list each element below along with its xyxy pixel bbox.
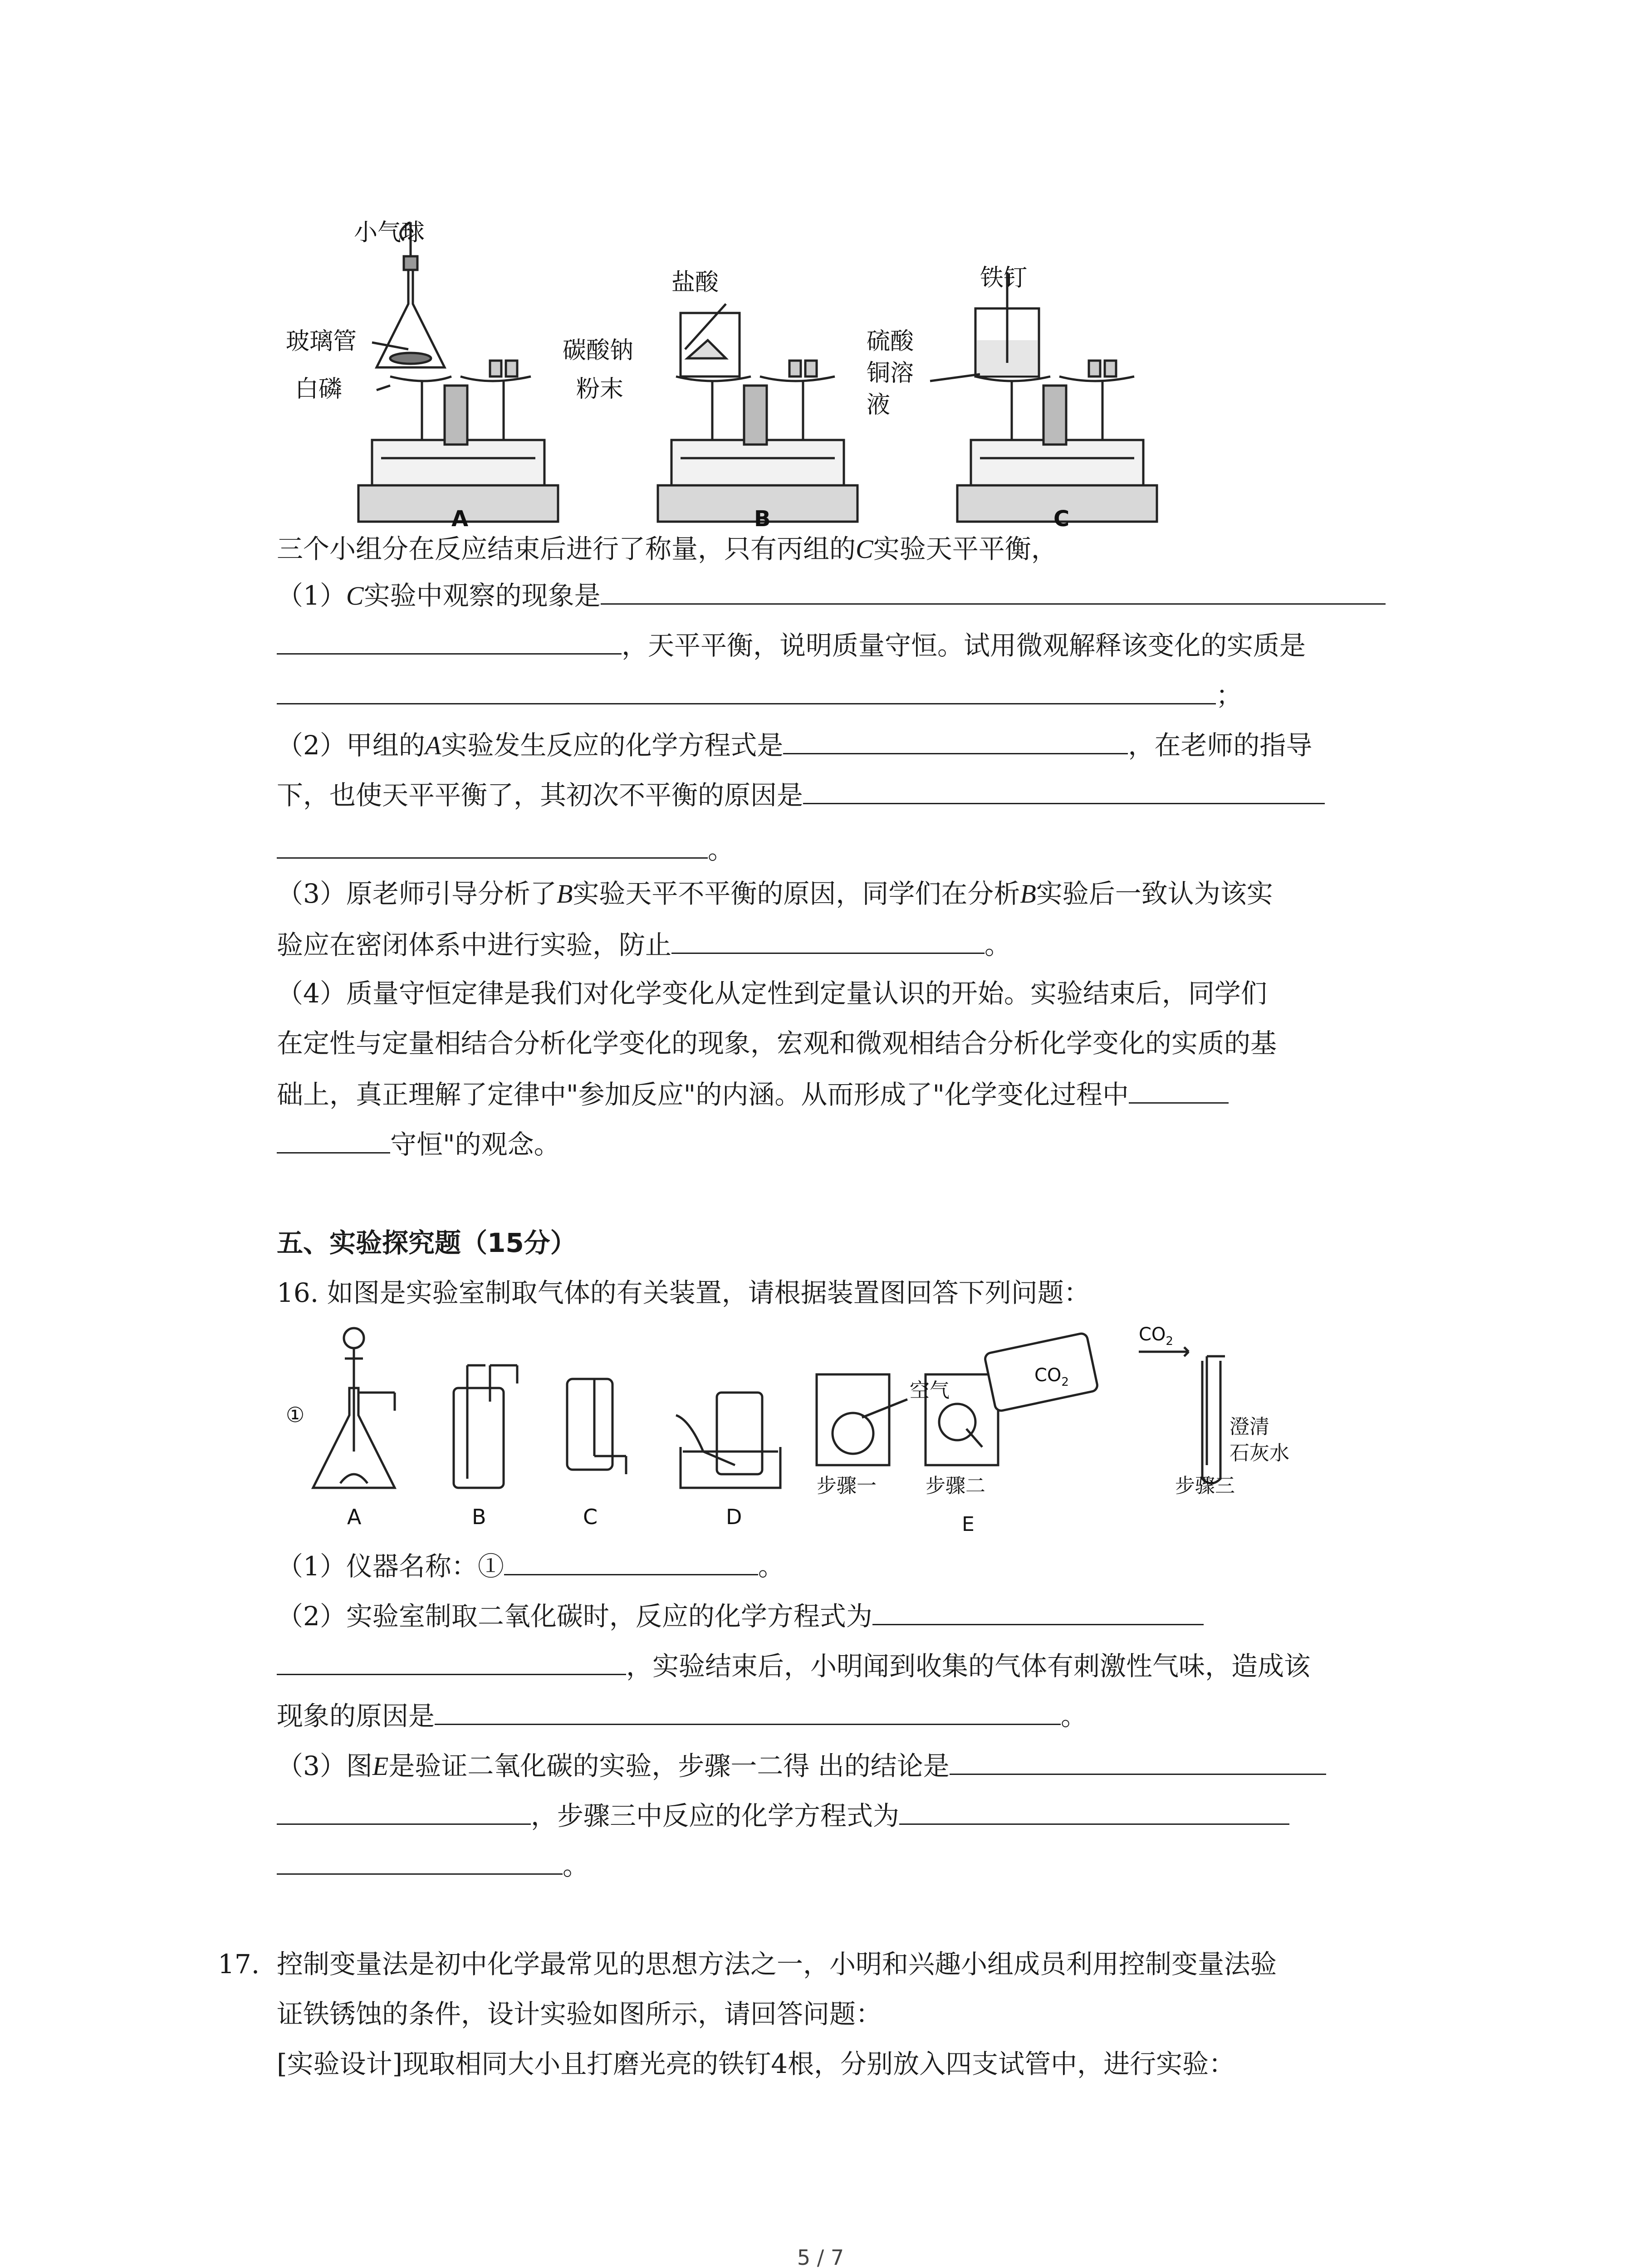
q15-part2-line1: （2）甲组的A实验发生反应的化学方程式是 ，在老师的指导 — [277, 726, 1312, 764]
apparatus-e-step3 — [1139, 1347, 1225, 1483]
label-copper-sulfate-3: 液 — [867, 391, 891, 419]
co2-arrow-label: $CO_2$ — [1139, 1324, 1173, 1348]
q15-part3-line1: （3）原老师引导分析了B实验天平不平衡的原因，同学们在分析B实验后一致认为该实 — [277, 878, 1273, 909]
apparatus-e-step1 — [817, 1374, 907, 1465]
apparatus-b — [454, 1365, 517, 1488]
apparatus-a — [313, 1328, 395, 1488]
label-white-phosphorus: 白磷 — [295, 376, 343, 403]
answer-blank-17[interactable] — [277, 1846, 563, 1875]
q15-part1-line2: ，天平平衡，说明质量守恒。试用微观解释该变化的实质是 — [277, 626, 1306, 664]
q16-part2-line3: 现象的原因是 。 — [277, 1696, 1087, 1734]
caption-d: D — [726, 1505, 742, 1529]
caption-c: C — [1053, 506, 1070, 532]
caption-a: A — [347, 1505, 362, 1529]
answer-blank-4[interactable] — [783, 726, 1128, 754]
step2-label: 步骤二 — [926, 1474, 985, 1497]
balance-a — [358, 222, 558, 522]
q17-line1: 17. 控制变量法是初中化学最常见的思想方法之一，小明和兴趣小组成员利用控制变量法验 — [218, 1946, 1277, 1982]
question-number: 16. — [277, 1277, 319, 1308]
answer-blank-7[interactable] — [671, 925, 985, 954]
q15-part4-line4: 守恒"的观念。 — [277, 1125, 560, 1163]
q15-part1-line1: （1）C实验中观察的现象是 — [277, 576, 1386, 614]
label-sodium-carbonate: 碳酸钠 — [563, 337, 634, 364]
q15-intro: 三个小组分在反应结束后进行了称量，只有丙组的C实验天平平衡， — [277, 533, 1058, 564]
co2-bottle-label: $CO_2$ — [1034, 1365, 1069, 1389]
answer-blank-14[interactable] — [950, 1746, 1326, 1775]
q17-line3: [实验设计]现取相同大小且打磨光亮的铁钉4根，分别放入四支试管中，进行实验： — [277, 2048, 1235, 2079]
page-number: 5 / 7 — [797, 2245, 844, 2268]
caption-a: A — [451, 506, 469, 532]
answer-blank-13[interactable] — [435, 1696, 1061, 1725]
answer-blank-10[interactable] — [504, 1547, 758, 1575]
label-copper-sulfate-2: 铜溶 — [867, 360, 914, 387]
q15-part2-line3: 。 — [277, 830, 734, 868]
answer-blank-3[interactable] — [277, 676, 1216, 704]
q16-part1: （1）仪器名称：① 。 — [277, 1547, 784, 1584]
answer-blank-2[interactable] — [277, 626, 622, 655]
q15-part4-line1: （4）质量守恒定律是我们对化学变化从定性到定量认识的开始。实验结束后，同学们 — [277, 978, 1267, 1009]
apparatus-c — [567, 1379, 626, 1474]
answer-blank-16[interactable] — [899, 1796, 1289, 1825]
q17-line2: 证铁锈蚀的条件，设计实验如图所示，请回答问题： — [277, 1999, 882, 2029]
caption-e: E — [962, 1513, 975, 1536]
q15-part1-line3: ； — [277, 676, 1242, 714]
label-balloon: 小气球 — [354, 219, 425, 246]
balance-figure-drawing — [272, 213, 1180, 540]
answer-blank-11[interactable] — [872, 1597, 1204, 1625]
answer-blank-6[interactable] — [277, 830, 708, 859]
caption-b: B — [754, 506, 771, 532]
section-title: 五、实验探究题（15分） — [277, 1227, 577, 1258]
label-iron-nail: 铁钉 — [980, 264, 1028, 292]
apparatus-e-step2 — [926, 1333, 1098, 1465]
limewater-label-1: 澄清 — [1230, 1415, 1269, 1438]
q15-part4-line2: 在定性与定量相结合分析化学变化的现象，宏观和微观相结合分析化学变化的实质的基 — [277, 1028, 1277, 1059]
label-powder: 粉末 — [576, 376, 624, 403]
gas-apparatus-figure — [281, 1315, 1325, 1551]
answer-blank-15[interactable] — [277, 1796, 531, 1825]
caption-c: C — [583, 1505, 598, 1529]
q16-part2-line1: （2）实验室制取二氧化碳时，反应的化学方程式为 — [277, 1597, 1204, 1634]
answer-blank-9[interactable] — [277, 1125, 390, 1154]
gas-apparatus-drawing — [281, 1315, 1325, 1551]
step3-label: 步骤三 — [1175, 1474, 1235, 1497]
q16-part3-line3: 。 — [277, 1846, 589, 1884]
caption-b: B — [472, 1505, 486, 1529]
q16-stem: 16. 如图是实验室制取气体的有关装置，请根据装置图回答下列问题： — [277, 1277, 1090, 1308]
q16-part3-line2: ，步骤三中反应的化学方程式为 — [277, 1796, 1289, 1834]
answer-blank-1[interactable] — [601, 576, 1386, 605]
label-glass-tube: 玻璃管 — [286, 328, 357, 355]
label-copper-sulfate-1: 硫酸 — [867, 328, 914, 355]
limewater-label-2: 石灰水 — [1230, 1442, 1289, 1465]
air-label: 空气 — [910, 1379, 950, 1402]
q15-part3-line2: 验应在密闭体系中进行实验，防止 。 — [277, 925, 1011, 963]
balance-b — [658, 304, 857, 522]
q15-part2-line2: 下，也使天平平衡了，其初次不平衡的原因是 — [277, 776, 1325, 813]
balance-figure — [272, 213, 1180, 540]
q15-part4-line3: 础上，真正理解了定律中"参加反应"的内涵。从而形成了"化学变化过程中 — [277, 1075, 1229, 1113]
step1-label: 步骤一 — [817, 1474, 877, 1497]
label-hydrochloric-acid: 盐酸 — [671, 269, 719, 296]
circled-one-label: ① — [286, 1403, 305, 1427]
balance-c — [957, 272, 1157, 522]
answer-blank-8[interactable] — [1129, 1075, 1229, 1104]
question-number: 17. — [218, 1949, 260, 1980]
answer-blank-5[interactable] — [803, 776, 1325, 804]
apparatus-d — [676, 1393, 780, 1488]
answer-blank-12[interactable] — [277, 1647, 626, 1675]
q16-part3-line1: （3）图E是验证二氧化碳的实验，步骤一二得 出的结论是 — [277, 1746, 1326, 1784]
q16-part2-line2: ，实验结束后，小明闻到收集的气体有刺激性气味，造成该 — [277, 1647, 1310, 1684]
